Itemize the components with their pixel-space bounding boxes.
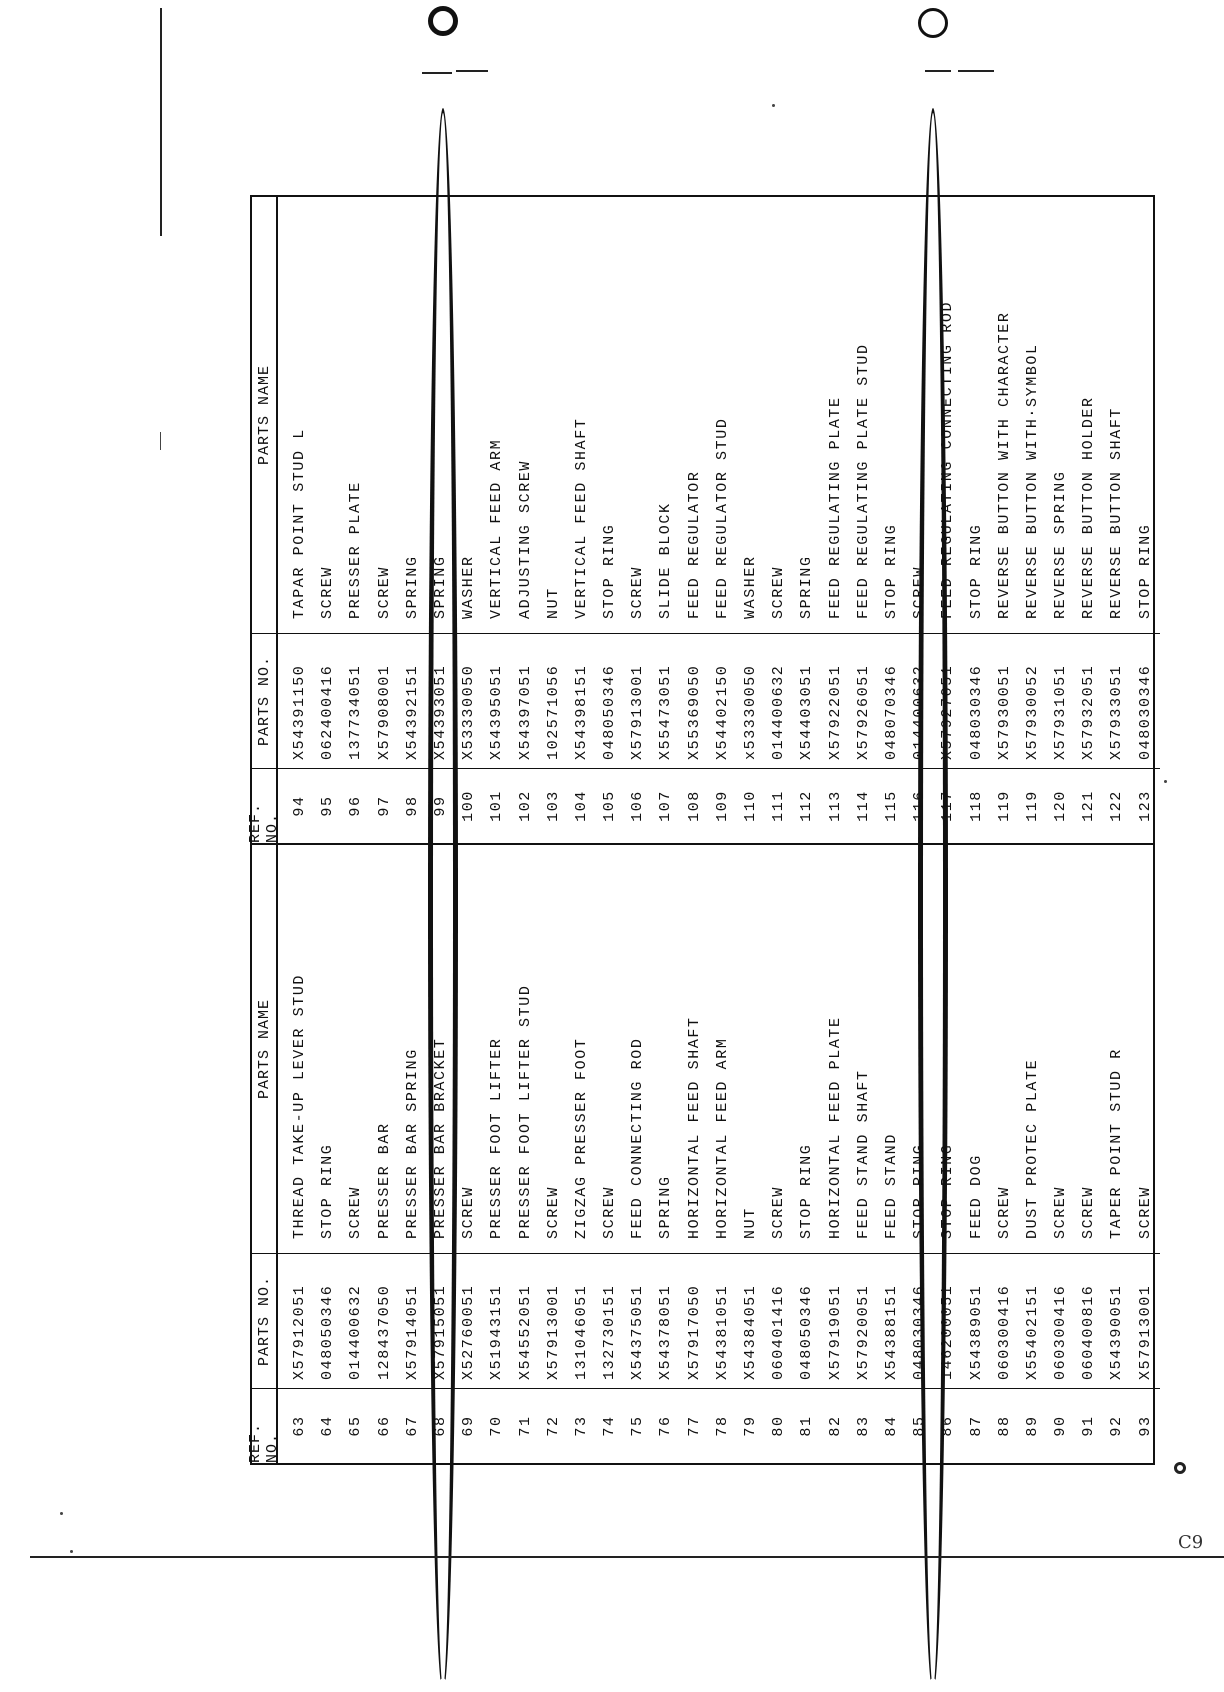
ref-no-cell: 114: [854, 790, 872, 822]
parts-name-cell: PRESSER BAR: [375, 1122, 393, 1239]
parts-name-cell: DUST PROTEC PLATE: [1023, 1058, 1041, 1239]
parts-no-cell: 060401416: [770, 1284, 788, 1380]
ref-no-cell: 64: [319, 1415, 337, 1437]
parts-name-cell: FEED STAND: [882, 1132, 900, 1239]
parts-no-cell: X57917050: [685, 1284, 703, 1380]
table-body: [278, 197, 1160, 843]
header-ref-no: REF. NO.: [252, 768, 276, 843]
header-parts-name: PARTS NAME: [255, 999, 273, 1100]
parts-no-cell: X54378051: [657, 1284, 675, 1380]
parts-name-cell: SCREW: [995, 1185, 1013, 1239]
parts-name-cell: PRESSER BAR SPRING: [403, 1048, 421, 1239]
parts-name-cell: SCREW: [601, 1185, 619, 1239]
ref-no-cell: 110: [742, 790, 759, 822]
parts-name-cell: NUT: [544, 587, 562, 619]
ref-no-cell: 77: [685, 1415, 703, 1437]
ref-no-cell: 94: [291, 795, 308, 817]
ref-no-cell: 72: [544, 1415, 562, 1437]
parts-no-cell: X57922051: [826, 664, 844, 760]
ref-no-cell: 89: [1023, 1415, 1041, 1437]
parts-no-cell: X57913001: [544, 1284, 562, 1380]
parts-no-cell: X54552051: [516, 1284, 534, 1380]
parts-name-cell: SPRING: [798, 555, 816, 619]
parts-no-cell: 014400632: [347, 1284, 365, 1380]
ref-no-cell: 74: [601, 1415, 619, 1437]
fold-mark: [958, 70, 994, 72]
parts-no-cell: X57915051: [431, 1284, 449, 1380]
ref-no-cell: 78: [713, 1415, 731, 1437]
parts-no-cell: X54392151: [403, 664, 421, 760]
pen-mark: [1164, 780, 1167, 783]
parts-name-cell: PRESSER BAR BRACKET: [431, 1037, 449, 1239]
ref-no-cell: 68: [431, 1415, 449, 1437]
parts-name-cell: FEED REGULATING PLATE: [826, 396, 844, 619]
ref-no-cell: 75: [629, 1415, 647, 1437]
parts-name-cell: SCREW: [629, 565, 647, 619]
parts-no-cell: 048050346: [601, 664, 619, 760]
ref-no-cell: 107: [657, 790, 675, 822]
parts-name-cell: NUT: [742, 1207, 759, 1239]
ref-no-cell: 119: [1023, 790, 1041, 822]
parts-no-cell: 146200051: [939, 1284, 957, 1380]
parts-table-right: [247, 197, 1154, 843]
parts-name-cell: WASHER: [742, 555, 759, 619]
parts-no-cell: X55402151: [1023, 1284, 1041, 1380]
parts-no-cell: X57930052: [1023, 664, 1041, 760]
parts-no-cell: X54388151: [882, 1284, 900, 1380]
ref-no-cell: 123: [1136, 790, 1154, 822]
ref-no-cell: 122: [1108, 790, 1126, 822]
ref-no-cell: 97: [375, 795, 393, 817]
parts-no-cell: 048070346: [882, 664, 900, 760]
parts-name-cell: SLIDE BLOCK: [657, 502, 675, 619]
parts-name-cell: SCREW: [770, 1185, 788, 1239]
parts-no-cell: 014400632: [770, 664, 788, 760]
parts-no-cell: X54390051: [1108, 1284, 1126, 1380]
ref-no-cell: 84: [882, 1415, 900, 1437]
binder-hole-icon: [428, 6, 458, 36]
ref-no-cell: 67: [403, 1415, 421, 1437]
scan-edge-line: [30, 1556, 1224, 1558]
ref-no-cell: 101: [488, 790, 506, 822]
ref-no-cell: 92: [1108, 1415, 1126, 1437]
parts-name-column: [278, 197, 1160, 633]
parts-name-cell: STOP RING: [882, 523, 900, 619]
parts-no-cell: 048050346: [798, 1284, 816, 1380]
parts-name-cell: SCREW: [347, 1185, 365, 1239]
ref-no-cell: 100: [460, 790, 478, 822]
parts-no-cell: X57908001: [375, 664, 393, 760]
parts-name-cell: FEED REGULATOR: [685, 470, 703, 619]
header-parts-name: PARTS NAME: [255, 365, 273, 466]
ref-no-cell: 86: [939, 1415, 957, 1437]
ref-no-cell: 90: [1052, 1415, 1070, 1437]
ref-no-cell: 113: [826, 790, 844, 822]
parts-name-cell: HORIZONTAL FEED PLATE: [826, 1016, 844, 1239]
parts-no-cell: X57912051: [291, 1284, 308, 1380]
parts-no-cell: X57927051: [939, 664, 957, 760]
ref-no-cell: 109: [713, 790, 731, 822]
parts-no-cell: X54398151: [572, 664, 590, 760]
scan-edge-line: [160, 8, 162, 236]
parts-table-left: [247, 843, 1154, 1463]
parts-name-cell: SPRING: [403, 555, 421, 619]
parts-no-cell: X54403051: [798, 664, 816, 760]
table-header: [247, 197, 281, 843]
table-header: [247, 845, 281, 1463]
parts-no-cell: X54402150: [713, 664, 731, 760]
parts-name-cell: SPRING: [431, 555, 449, 619]
parts-name-cell: REVERSE BUTTON WITH·SYMBOL: [1023, 343, 1041, 619]
ref-no-cell: 115: [882, 790, 900, 822]
parts-name-cell: SCREW: [375, 565, 393, 619]
ref-no-cell: 82: [826, 1415, 844, 1437]
parts-no-cell: X57920051: [854, 1284, 872, 1380]
ref-no-cell: 102: [516, 790, 534, 822]
parts-no-cell: X57914051: [403, 1284, 421, 1380]
ref-no-cell: 83: [854, 1415, 872, 1437]
parts-name-cell: STOP RING: [319, 1143, 337, 1239]
parts-name-cell: STOP RING: [939, 1143, 957, 1239]
parts-no-cell: 131046051: [572, 1284, 590, 1380]
parts-name-cell: FEED DOG: [967, 1154, 985, 1239]
parts-no-cell: X54395051: [488, 664, 506, 760]
ref-no-cell: 91: [1080, 1415, 1098, 1437]
parts-no-cell: X57932051: [1080, 664, 1098, 760]
parts-name-cell: SCREW: [770, 565, 788, 619]
parts-name-cell: PRESSER FOOT LIFTER STUD: [516, 984, 534, 1239]
parts-name-cell: VERTICAL FEED SHAFT: [572, 417, 590, 619]
parts-no-cell: X57926051: [854, 664, 872, 760]
scan-speck: [772, 104, 775, 107]
header-parts-no: PARTS NO.: [252, 633, 276, 768]
parts-no-column: [278, 1253, 1160, 1388]
parts-no-cell: 060300416: [995, 1284, 1013, 1380]
parts-no-cell: 128437050: [375, 1284, 393, 1380]
binder-hole-icon: [918, 8, 948, 38]
ref-no-cell: 108: [685, 790, 703, 822]
fold-mark: [925, 70, 951, 72]
ref-no-cell: 121: [1080, 790, 1098, 822]
parts-no-column: [278, 633, 1160, 768]
parts-table: [247, 195, 1155, 1465]
ref-no-cell: 120: [1052, 790, 1070, 822]
parts-no-cell: 132730151: [601, 1284, 619, 1380]
ref-no-cell: 71: [516, 1415, 534, 1437]
parts-name-cell: FEED CONNECTING ROD: [629, 1037, 647, 1239]
parts-name-cell: REVERSE BUTTON WITH CHARACTER: [995, 311, 1013, 619]
ref-no-cell: 104: [572, 790, 590, 822]
parts-no-cell: X54389051: [967, 1284, 985, 1380]
parts-no-cell: 048050346: [319, 1284, 337, 1380]
ref-no-column: [278, 768, 1160, 843]
ref-no-cell: 85: [911, 1415, 929, 1437]
parts-name-cell: SCREW: [1136, 1185, 1154, 1239]
parts-no-cell: X54381051: [713, 1284, 731, 1380]
scan-speck: [60, 1512, 63, 1515]
parts-name-cell: REVERSE SPRING: [1052, 470, 1070, 619]
parts-no-cell: 062400416: [319, 664, 337, 760]
parts-no-cell: 060400816: [1080, 1284, 1098, 1380]
parts-no-cell: X57913001: [629, 664, 647, 760]
parts-name-cell: SCREW: [460, 1185, 478, 1239]
parts-name-cell: FEED REGULATOR STUD: [713, 417, 731, 619]
ref-no-cell: 79: [742, 1415, 759, 1437]
ref-no-cell: 93: [1136, 1415, 1154, 1437]
parts-no-cell: X57933051: [1108, 664, 1126, 760]
parts-name-cell: HORIZONTAL FEED ARM: [713, 1037, 731, 1239]
ref-no-cell: 73: [572, 1415, 590, 1437]
parts-no-cell: X57913001: [1136, 1284, 1154, 1380]
scan-speck: [70, 1550, 73, 1553]
parts-name-cell: PRESSER PLATE: [347, 481, 365, 619]
parts-no-cell: X52760051: [460, 1284, 478, 1380]
table-body: [278, 845, 1160, 1463]
ref-no-cell: 98: [403, 795, 421, 817]
ref-no-cell: 111: [770, 790, 788, 822]
parts-no-cell: X54393051: [431, 664, 449, 760]
parts-no-cell: 137734051: [347, 664, 365, 760]
parts-name-cell: SCREW: [1080, 1185, 1098, 1239]
ref-no-cell: 66: [375, 1415, 393, 1437]
ref-no-cell: 80: [770, 1415, 788, 1437]
parts-no-cell: 048030346: [967, 664, 985, 760]
ref-no-cell: 118: [967, 790, 985, 822]
ref-no-cell: 63: [291, 1415, 308, 1437]
ref-no-cell: 116: [911, 790, 929, 822]
parts-no-cell: x53330050: [742, 664, 759, 760]
parts-no-cell: X53330050: [460, 664, 478, 760]
parts-list-page: [247, 195, 1155, 1465]
parts-name-cell: SCREW: [911, 565, 929, 619]
ref-no-cell: 117: [939, 790, 957, 822]
parts-name-cell: FEED REGULATING PLATE STUD: [854, 343, 872, 619]
ref-no-cell: 87: [967, 1415, 985, 1437]
page-note: C9: [1178, 1532, 1204, 1553]
parts-name-cell: PRESSER FOOT LIFTER: [488, 1037, 506, 1239]
ref-no-cell: 70: [488, 1415, 506, 1437]
parts-no-cell: X51943151: [488, 1284, 506, 1380]
parts-name-cell: STOP RING: [967, 523, 985, 619]
header-parts-no: PARTS NO.: [252, 1253, 276, 1388]
parts-name-cell: REVERSE BUTTON SHAFT: [1108, 406, 1126, 619]
parts-name-cell: STOP RING: [1136, 523, 1154, 619]
parts-name-cell: REVERSE BUTTON HOLDER: [1080, 396, 1098, 619]
ref-no-column: [278, 1388, 1160, 1463]
parts-no-cell: X54397051: [516, 664, 534, 760]
ref-no-cell: 99: [431, 795, 449, 817]
parts-name-cell: SCREW: [544, 1185, 562, 1239]
fold-mark: [422, 72, 452, 74]
parts-no-cell: X57930051: [995, 664, 1013, 760]
parts-name-cell: SCREW: [319, 565, 337, 619]
ref-no-cell: 105: [601, 790, 619, 822]
ref-no-cell: 76: [657, 1415, 675, 1437]
parts-no-cell: X55473051: [657, 664, 675, 760]
scan-edge-tick: [160, 432, 161, 450]
ref-no-cell: 88: [995, 1415, 1013, 1437]
parts-no-cell: X54375051: [629, 1284, 647, 1380]
ref-no-cell: 81: [798, 1415, 816, 1437]
parts-name-cell: ADJUSTING SCREW: [516, 459, 534, 619]
parts-name-cell: WASHER: [460, 555, 478, 619]
parts-no-cell: 048030346: [911, 1284, 929, 1380]
parts-no-cell: X54391150: [291, 664, 308, 760]
parts-name-cell: VERTICAL FEED ARM: [488, 438, 506, 619]
parts-name-cell: STOP RING: [601, 523, 619, 619]
parts-no-cell: X57919051: [826, 1284, 844, 1380]
registration-mark-icon: [1174, 1462, 1186, 1474]
ref-no-cell: 112: [798, 790, 816, 822]
parts-name-cell: SCREW: [1052, 1185, 1070, 1239]
parts-no-cell: 060300416: [1052, 1284, 1070, 1380]
parts-name-column: [278, 845, 1160, 1253]
ref-no-cell: 95: [319, 795, 337, 817]
header-ref-no: REF. NO.: [252, 1388, 276, 1463]
parts-name-cell: TAPER POINT STUD R: [1108, 1048, 1126, 1239]
parts-no-cell: 014400632: [911, 664, 929, 760]
parts-name-cell: STOP RING: [911, 1143, 929, 1239]
parts-name-cell: ZIGZAG PRESSER FOOT: [572, 1037, 590, 1239]
ref-no-cell: 69: [460, 1415, 478, 1437]
ref-no-cell: 106: [629, 790, 647, 822]
parts-name-cell: SPRING: [657, 1175, 675, 1239]
ref-no-cell: 96: [347, 795, 365, 817]
parts-no-cell: 048030346: [1136, 664, 1154, 760]
parts-no-cell: X55369050: [685, 664, 703, 760]
parts-no-cell: X54384051: [742, 1284, 759, 1380]
fold-mark: [456, 70, 488, 72]
parts-name-cell: TAPAR POINT STUD L: [291, 428, 308, 619]
ref-no-cell: 103: [544, 790, 562, 822]
parts-name-cell: FEED STAND SHAFT: [854, 1069, 872, 1239]
parts-no-cell: X57931051: [1052, 664, 1070, 760]
parts-name-cell: HORIZONTAL FEED SHAFT: [685, 1016, 703, 1239]
ref-no-cell: 119: [995, 790, 1013, 822]
parts-name-cell: THREAD TAKE-UP LEVER STUD: [291, 973, 308, 1239]
parts-name-cell: FEED REGULATING CONNECTING ROD: [939, 300, 957, 619]
parts-name-cell: STOP RING: [798, 1143, 816, 1239]
parts-no-cell: 102571056: [544, 664, 562, 760]
ref-no-cell: 65: [347, 1415, 365, 1437]
